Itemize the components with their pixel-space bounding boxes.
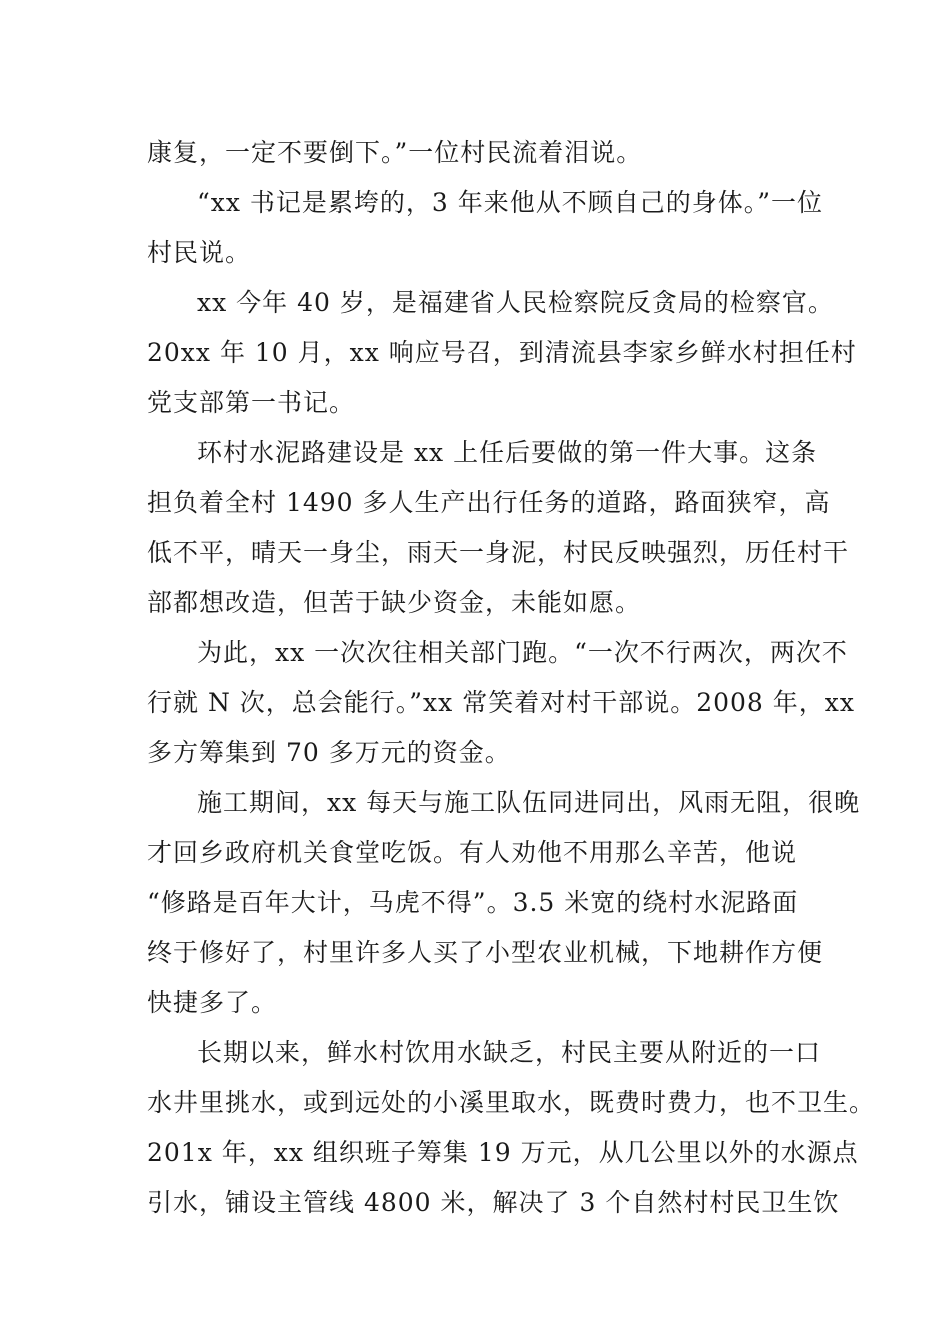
text-line: 行就 N 次，总会能行。”xx 常笑着对村干部说。2008 年，xx: [147, 688, 855, 717]
text-line: 长期以来，鲜水村饮用水缺乏，村民主要从附近的一口: [197, 1038, 822, 1067]
text-line: 党支部第一书记。: [147, 388, 356, 417]
text-line: 康复，一定不要倒下。”一位村民流着泪说。: [147, 138, 643, 167]
text-line: xx 今年 40 岁，是福建省人民检察院反贪局的检察官。: [197, 288, 834, 317]
text-line: “xx 书记是累垮的，3 年来他从不顾自己的身体。”一位: [197, 188, 824, 217]
text-line: 村民说。: [147, 238, 252, 267]
text-line: 引水，铺设主管线 4800 米，解决了 3 个自然村村民卫生饮: [147, 1188, 840, 1217]
text-line: 环村水泥路建设是 xx 上任后要做的第一件大事。这条: [197, 438, 818, 467]
text-line: 施工期间，xx 每天与施工队伍同进同出，风雨无阻，很晚: [197, 788, 861, 817]
text-line: 才回乡政府机关食堂吃饭。有人劝他不用那么辛苦，他说: [147, 838, 798, 867]
text-line: 20xx 年 10 月，xx 响应号召，到清流县李家乡鲜水村担任村: [147, 338, 857, 367]
text-line: 201x 年，xx 组织班子筹集 19 万元，从几公里以外的水源点: [147, 1138, 859, 1167]
body-text: [147, 128, 876, 1228]
text-line: “修路是百年大计，马虎不得”。3.5 米宽的绕村水泥路面: [147, 888, 799, 917]
text-line: 水井里挑水，或到远处的小溪里取水，既费时费力，也不卫生。: [147, 1088, 876, 1117]
text-line: 为此，xx 一次次往相关部门跑。“一次不行两次，两次不: [197, 638, 848, 667]
text-line: 低不平，晴天一身尘，雨天一身泥，村民反映强烈，历任村干: [147, 538, 850, 567]
text-line: 快捷多了。: [147, 988, 278, 1017]
text-line: 多方筹集到 70 多万元的资金。: [147, 738, 511, 767]
text-line: 担负着全村 1490 多人生产出行任务的道路，路面狭窄，高: [147, 488, 831, 517]
text-line: 终于修好了，村里许多人买了小型农业机械，下地耕作方便: [147, 938, 824, 967]
text-line: 部都想改造，但苦于缺少资金，未能如愿。: [147, 588, 642, 617]
